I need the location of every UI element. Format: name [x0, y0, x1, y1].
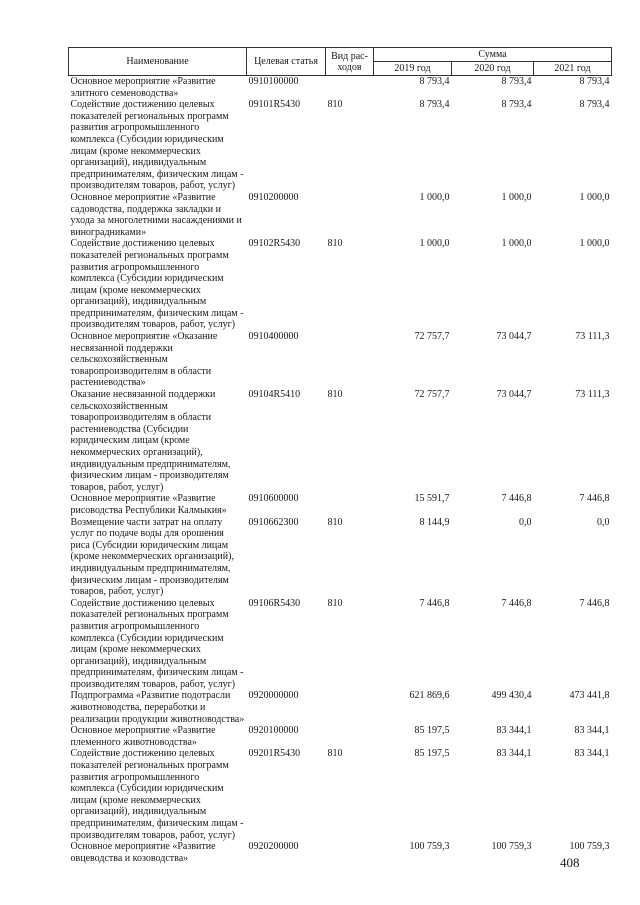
row-value-2021: 8 793,4	[579, 76, 610, 87]
row-expense: 810	[327, 238, 343, 250]
table-row	[69, 99, 612, 192]
row-value-2020: 83 344,1	[496, 748, 532, 760]
row-value-2021: 7 446,8	[579, 597, 610, 609]
row-expense	[326, 493, 374, 516]
row-expense	[326, 331, 374, 389]
row-value-2020: 7 446,8	[501, 597, 532, 609]
row-name: Содействие достижению целевых показателей региональных программ развития агропромышленного комплекса (Субсидии юридическим лицам (кроме некоммерческих организаций), индивидуальным предпринимателям, физическим лицам - производителям товаров, работ, услуг)	[70, 238, 244, 331]
row-value-2019: 1 000,0	[419, 191, 450, 203]
row-value-2021: 1 000,0	[579, 238, 610, 250]
row-name: Основное мероприятие «Развитие племенного животноводства»	[70, 725, 216, 748]
row-code: 09201R5430	[248, 748, 301, 760]
row-name: Возмещение части затрат на оплату услуг по подаче воды для орошения риса (Субсидии юридическим лицам (кроме некоммерческих организаций), индивидуальным предпринимателям, физическим лицам - производителям товаров, работ, услуг)	[70, 516, 234, 598]
row-expense: 810	[327, 99, 343, 111]
table-row	[69, 841, 612, 864]
table-row	[69, 76, 612, 100]
row-expense: 810	[327, 516, 343, 528]
row-value-2019: 8 793,4	[419, 76, 450, 87]
row-name: Основное мероприятие «Развитие элитного семеноводства»	[70, 76, 216, 99]
row-value-2019: 85 197,5	[414, 748, 450, 760]
row-code: 09102R5430	[248, 238, 301, 250]
row-expense: 810	[327, 389, 343, 401]
row-value-2019: 100 759,3	[409, 841, 450, 853]
row-value-2020: 499 430,4	[491, 690, 532, 702]
row-code: 0910400000	[248, 331, 299, 343]
table-row	[69, 493, 612, 516]
row-value-2019: 621 869,6	[409, 690, 450, 702]
table-row	[69, 598, 612, 691]
row-expense: 810	[327, 597, 343, 609]
row-expense	[326, 725, 374, 748]
table-row	[69, 238, 612, 331]
row-name: Основное мероприятие «Развитие садоводства, поддержка закладки и ухода за многолетними насаждениями и виноградниками»	[70, 191, 242, 238]
table-row	[69, 748, 612, 841]
row-code: 0910100000	[248, 76, 299, 87]
row-name: Оказание несвязанной поддержки сельскохозяйственным товаропроизводителям в области растениеводства (Субсидии юридическим лицам (кроме некоммерческих организаций), индивидуальным предпринимателям, физическим лицам - производителям товаров, работ, услуг)	[70, 389, 231, 493]
row-value-2019: 15 591,7	[414, 493, 450, 505]
table-header	[69, 48, 612, 76]
row-name: Содействие достижению целевых показателей региональных программ развития агропромышленного комплекса (Субсидии юридическим лицам (кроме некоммерческих организаций), индивидуальным предпринимателям, физическим лицам - производителям товаров, работ, услуг)	[70, 99, 244, 192]
row-value-2019: 85 197,5	[414, 725, 450, 737]
page-number: 408	[560, 855, 580, 870]
row-code: 09104R5410	[248, 389, 301, 401]
row-value-2019: 8 793,4	[419, 99, 450, 111]
header-code: Целевая статья	[247, 48, 326, 76]
row-value-2020: 100 759,3	[491, 841, 532, 853]
row-code: 0910662300	[248, 516, 299, 528]
row-value-2019: 72 757,7	[414, 331, 450, 343]
header-year-2019: 2019 год	[374, 62, 452, 76]
row-name: Подпрограмма «Развитие подотрасли животноводства, переработки и реализации продукции животноводства»	[70, 690, 245, 725]
table-body	[69, 76, 612, 865]
table-row	[69, 725, 612, 748]
row-value-2021: 73 111,3	[575, 331, 610, 343]
row-value-2020: 73 044,7	[496, 331, 532, 343]
table-row	[69, 690, 612, 725]
row-value-2019: 72 757,7	[414, 389, 450, 401]
row-value-2021: 83 344,1	[574, 748, 610, 760]
table-row	[69, 389, 612, 493]
row-code: 0920100000	[248, 725, 299, 737]
row-name: Основное мероприятие «Развитие овцеводства и козоводства»	[70, 841, 216, 864]
header-name: Наименование	[69, 48, 247, 76]
row-value-2021: 7 446,8	[579, 493, 610, 505]
header-year-2020: 2020 год	[452, 62, 534, 76]
row-value-2020: 1 000,0	[501, 238, 532, 250]
row-name: Содействие достижению целевых показателей региональных программ развития агропромышленного комплекса (Субсидии юридическим лицам (кроме некоммерческих организаций), индивидуальным предпринимателям, физическим лицам - производителям товаров, работ, услуг)	[70, 597, 244, 690]
row-expense: 810	[327, 748, 343, 760]
header-expense: Вид рас-ходов	[326, 48, 374, 76]
row-value-2020: 7 446,8	[501, 493, 532, 505]
header-year-2021: 2021 год	[534, 62, 612, 76]
row-value-2021: 1 000,0	[579, 191, 610, 203]
row-code: 09101R5430	[248, 99, 301, 111]
row-value-2019: 7 446,8	[419, 597, 450, 609]
row-value-2020: 1 000,0	[501, 191, 532, 203]
row-value-2021: 100 759,3	[569, 841, 610, 853]
row-value-2019: 8 144,9	[419, 516, 450, 528]
row-name: Основное мероприятие «Оказание несвязанной поддержки сельскохозяйственным товаропроизводителям в области растениеводства»	[70, 331, 218, 389]
budget-table	[68, 47, 612, 864]
header-sum: Сумма	[374, 48, 612, 62]
table-row	[69, 517, 612, 598]
table-row	[69, 331, 612, 389]
row-value-2021: 83 344,1	[574, 725, 610, 737]
row-code: 0910600000	[248, 493, 299, 505]
row-value-2021: 473 441,8	[569, 690, 610, 702]
row-value-2020: 83 344,1	[496, 725, 532, 737]
row-code: 0920000000	[248, 690, 299, 702]
row-value-2021: 0,0	[597, 516, 610, 528]
row-value-2020: 73 044,7	[496, 389, 532, 401]
row-expense	[326, 192, 374, 238]
row-value-2020: 8 793,4	[501, 99, 532, 111]
row-value-2019: 1 000,0	[419, 238, 450, 250]
row-code: 09106R5430	[248, 597, 301, 609]
row-code: 0910200000	[248, 191, 299, 203]
row-value-2021: 8 793,4	[579, 99, 610, 111]
row-name: Основное мероприятие «Развитие рисоводства Республики Калмыкия»	[70, 493, 227, 516]
row-expense	[326, 690, 374, 725]
row-value-2020: 0,0	[519, 516, 532, 528]
row-value-2021: 73 111,3	[575, 389, 610, 401]
row-expense	[326, 76, 374, 100]
row-name: Содействие достижению целевых показателей региональных программ развития агропромышленного комплекса (Субсидии юридическим лицам (кроме некоммерческих организаций), индивидуальным предпринимателям, физическим лицам - производителям товаров, работ, услуг)	[70, 748, 244, 841]
row-value-2020: 8 793,4	[501, 76, 532, 87]
row-code: 0920200000	[248, 841, 299, 853]
row-expense	[326, 841, 374, 864]
table-row	[69, 192, 612, 238]
